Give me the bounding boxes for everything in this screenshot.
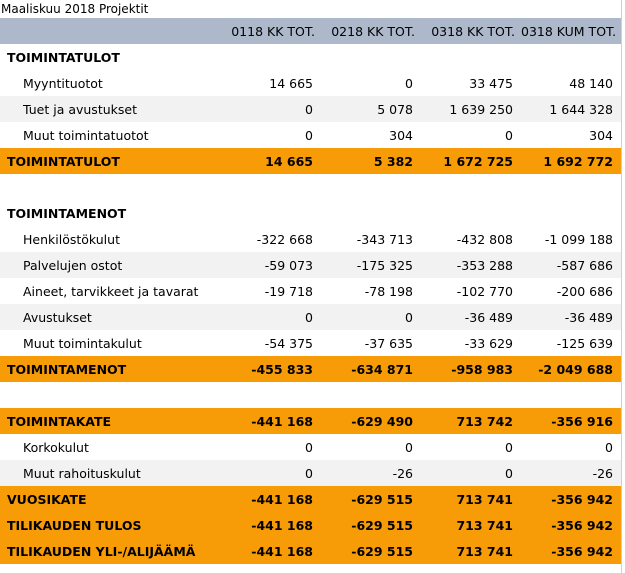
value-cell [521,382,621,408]
value-cell: -125 639 [556,335,613,351]
value-cell: 0 [305,127,313,143]
value-cell: 713 741 [421,512,521,538]
value-cell: 0 [605,439,613,455]
table-row [0,226,621,252]
value-cell: -26 [321,460,421,486]
value-cell: -19 718 [264,283,313,299]
value-cell: -629 515 [321,538,421,564]
value-cell: -441 168 [221,486,321,512]
value-cell: -356 942 [521,486,621,512]
value-cell: -629 515 [321,486,421,512]
value-cell: 0 [221,96,321,122]
value-cell: -441 168 [221,408,321,434]
value-cell: -36 489 [521,304,621,330]
table-row [0,278,621,304]
value-cell: -175 325 [321,252,421,278]
row-label: TOIMINTAMENOT [0,356,221,382]
row-label: TOIMINTAMENOT [7,205,127,221]
value-cell: 304 [389,127,413,143]
value-cell [421,382,521,408]
row-label: Avustukset [0,304,221,330]
value-cell: 0 [321,304,421,330]
table-row [0,408,621,434]
row-label: VUOSIKATE [0,486,221,512]
value-cell [521,174,621,200]
value-cell: 0 [505,439,513,455]
value-cell: -343 713 [356,231,413,247]
value-cell: 0 [305,439,313,455]
table-row [0,96,621,122]
row-label: Palvelujen ostot [0,252,221,278]
value-cell: -322 668 [256,231,313,247]
value-cell: -356 916 [521,408,621,434]
table-row [0,330,621,356]
value-cell: 1 644 328 [521,96,621,122]
value-cell: -36 489 [421,304,521,330]
value-cell: -26 [521,460,621,486]
value-cell [221,200,321,226]
value-cell [221,382,321,408]
row-label: Korkokulut [23,439,89,455]
value-cell: -78 198 [364,283,413,299]
row-label [0,174,221,200]
table-row [0,486,621,512]
value-cell: -102 770 [456,283,513,299]
value-cell: 1 672 725 [421,148,521,174]
row-label: TILIKAUDEN YLI-/ALIJÄÄMÄ [0,538,221,564]
value-cell [221,44,321,70]
value-cell: 5 382 [321,148,421,174]
value-cell [221,174,321,200]
row-label: Muut rahoituskulut [0,460,221,486]
value-cell [321,174,421,200]
value-cell: 14 665 [221,148,321,174]
sheet-border-line [621,0,622,573]
value-cell: -37 635 [364,335,413,351]
value-cell: 0 [221,304,321,330]
value-cell: 1 639 250 [421,96,521,122]
value-cell: 0 [221,460,321,486]
table-row [0,148,621,174]
value-cell: -432 808 [456,231,513,247]
row-label: Muut toimintatuotot [23,127,149,143]
value-cell: 713 742 [421,408,521,434]
value-cell: -356 942 [521,538,621,564]
value-cell: 5 078 [321,96,421,122]
table-row [0,538,621,564]
report-title: Maaliskuu 2018 Projektit [1,2,149,16]
value-cell: 0 [505,127,513,143]
row-label: Myyntituotot [23,75,103,91]
table-row [0,382,621,408]
value-cell: -629 490 [321,408,421,434]
value-cell: -441 168 [221,538,321,564]
value-cell: -441 168 [221,512,321,538]
table-row [0,512,621,538]
value-cell: 713 741 [421,538,521,564]
value-cell [521,44,621,70]
value-cell [321,382,421,408]
row-label: TOIMINTATULOT [7,49,120,65]
table-row [0,44,621,70]
table-row [0,252,621,278]
table-row [0,70,621,96]
value-cell: 1 692 772 [521,148,621,174]
value-cell: 713 741 [421,486,521,512]
value-cell: 14 665 [269,75,313,91]
value-cell: -33 629 [464,335,513,351]
header-label-cell [0,18,221,44]
table-row [0,200,621,226]
column-header: 0318 KUM TOT. [521,18,621,44]
value-cell: -629 515 [321,512,421,538]
value-cell [421,174,521,200]
value-cell [421,44,521,70]
value-cell: -356 942 [521,512,621,538]
value-cell [321,200,421,226]
value-cell: -958 983 [421,356,521,382]
value-cell: -455 833 [221,356,321,382]
value-cell: -200 686 [556,283,613,299]
table-row [0,460,621,486]
column-header: 0318 KK TOT. [421,18,521,44]
table-row [0,434,621,460]
value-cell: -2 049 688 [521,356,621,382]
value-cell: 33 475 [469,75,513,91]
value-cell [521,200,621,226]
value-cell: -353 288 [421,252,521,278]
value-cell: 0 [421,460,521,486]
header-row [0,18,621,44]
row-label: TOIMINTAKATE [0,408,221,434]
table-row [0,174,621,200]
row-label: Henkilöstökulut [23,231,120,247]
row-label: TOIMINTATULOT [0,148,221,174]
column-header: 0218 KK TOT. [321,18,421,44]
value-cell: 304 [589,127,613,143]
row-label: TILIKAUDEN TULOS [0,512,221,538]
value-cell: -54 375 [264,335,313,351]
value-cell: -1 099 188 [544,231,613,247]
value-cell: -587 686 [521,252,621,278]
row-label [0,382,221,408]
value-cell [421,200,521,226]
row-label: Muut toimintakulut [23,335,142,351]
value-cell: 0 [405,439,413,455]
value-cell [321,44,421,70]
column-header: 0118 KK TOT. [221,18,321,44]
report-table [0,18,621,564]
table-row [0,304,621,330]
table-row [0,356,621,382]
table-row [0,122,621,148]
value-cell: 48 140 [569,75,613,91]
value-cell: -634 871 [321,356,421,382]
value-cell: 0 [405,75,413,91]
row-label: Aineet, tarvikkeet ja tavarat [23,283,199,299]
value-cell: -59 073 [221,252,321,278]
table-body [0,44,621,564]
row-label: Tuet ja avustukset [0,96,221,122]
